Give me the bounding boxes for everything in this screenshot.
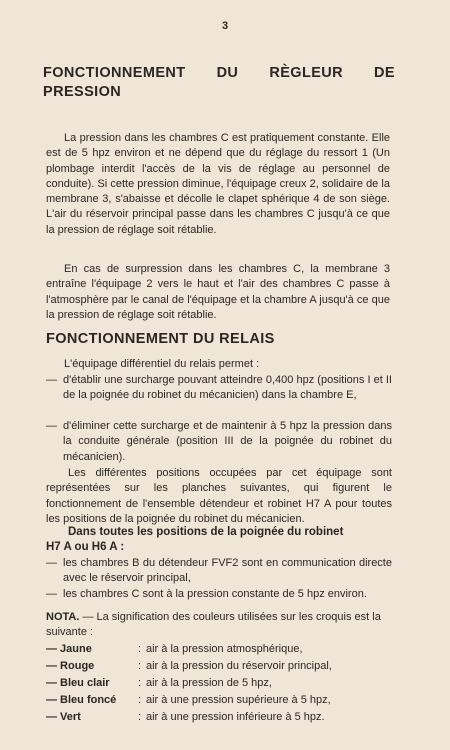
list-item bbox=[46, 373, 392, 404]
color-description: air à la pression de 5 hpz, bbox=[146, 677, 272, 689]
color-legend-row bbox=[46, 658, 406, 675]
color-description: air à la pression du réservoir principal, bbox=[146, 660, 332, 672]
nota-label: NOTA. bbox=[46, 611, 80, 623]
nota-text: — La signification des couleurs utilisées sur les croquis est la suivante : bbox=[46, 611, 381, 639]
color-name: — Bleu clair bbox=[46, 677, 110, 689]
color-legend-row bbox=[46, 709, 406, 726]
color-name: — Vert bbox=[46, 711, 81, 723]
color-legend-row bbox=[46, 675, 406, 692]
color-colon: : bbox=[138, 643, 142, 655]
section-title-regleur: FONCTIONNEMENT DU RÈGLEUR DE PRESSION bbox=[43, 65, 395, 100]
color-description: air à une pression inférieure à 5 hpz. bbox=[146, 711, 325, 723]
paragraph-relais-intro: L'équipage différentiel du relais permet : bbox=[64, 358, 260, 370]
list-item-text: d'éliminer cette surcharge et de maintenir à 5 hpz la pression dans la conduite générale (position III de la poignée du robinet du mécanicien). bbox=[63, 420, 392, 463]
list-item bbox=[46, 556, 392, 587]
list-item bbox=[46, 419, 392, 465]
paragraph-relais-positions: Les différentes positions occupées par cet équipage sont représentées sur les planches suivantes, qui figurent le fonctionnement de l'ensemble détendeur et robinet H7 A pour toutes les positions de la poignée du robinet du mécanicien. bbox=[46, 467, 392, 525]
color-colon: : bbox=[138, 660, 142, 672]
list-item bbox=[46, 587, 392, 602]
paragraph-regleur-1: La pression dans les chambres C est pratiquement constante. Elle est de 5 hpz environ et ne dépend que du réglage du ressort 1 (Un plombage interdit l'accès de la vis de réglage au personnel de conduite). Si cette pression diminue, l'équipage creux 2, solidaire de la membrane 3, s'abaisse et décolle le clapet sphérique 4 de son siège. L'air du réservoir principal passe dans les chambres C jusqu'à ce que la pression de réglage soit rétablie. bbox=[46, 132, 390, 236]
color-description: air à la pression atmosphérique, bbox=[146, 643, 303, 655]
color-colon: : bbox=[138, 711, 142, 723]
color-colon: : bbox=[138, 694, 142, 706]
bold-subheading-line1: Dans toutes les positions de la poignée du robinet bbox=[68, 526, 344, 538]
section-title-relais: FONCTIONNEMENT DU RELAIS bbox=[46, 331, 275, 347]
color-name: — Bleu foncé bbox=[46, 694, 117, 706]
color-name: — Rouge bbox=[46, 660, 95, 672]
color-legend-row bbox=[46, 692, 406, 709]
nota-block bbox=[46, 610, 392, 641]
bold-subheading-line2: H7 A ou H6 A : bbox=[46, 541, 125, 554]
bold-subheading bbox=[46, 525, 392, 556]
list-item-text: d'établir une surcharge pouvant atteindre 0,400 hpz (positions I et II de la poignée du robinet du mécanicien) dans la chambre E, bbox=[63, 374, 392, 402]
bullet-dash: — bbox=[46, 420, 57, 432]
paragraph-regleur-2: En cas de surpression dans les chambres C, la membrane 3 entraîne l'équipage 2 vers le haut et l'air des chambres C passe à l'atmosphère par le canal de l'équipage et la chambre A jusqu'à ce que la pression de réglage soit rétablie. bbox=[46, 263, 390, 321]
color-description: air à une pression supérieure à 5 hpz, bbox=[146, 694, 331, 706]
color-legend-row bbox=[46, 641, 406, 658]
page-number: 3 bbox=[221, 20, 229, 32]
list-item-text: les chambres B du détendeur FVF2 sont en communication directe avec le réservoir principal, bbox=[63, 557, 392, 585]
color-legend bbox=[46, 641, 406, 726]
list-item-text: les chambres C sont à la pression constante de 5 hpz environ. bbox=[63, 588, 367, 600]
bullet-dash: — bbox=[46, 557, 57, 569]
bullet-dash: — bbox=[46, 374, 57, 386]
color-name: — Jaune bbox=[46, 643, 92, 655]
color-colon: : bbox=[138, 677, 142, 689]
bullet-dash: — bbox=[46, 588, 57, 600]
